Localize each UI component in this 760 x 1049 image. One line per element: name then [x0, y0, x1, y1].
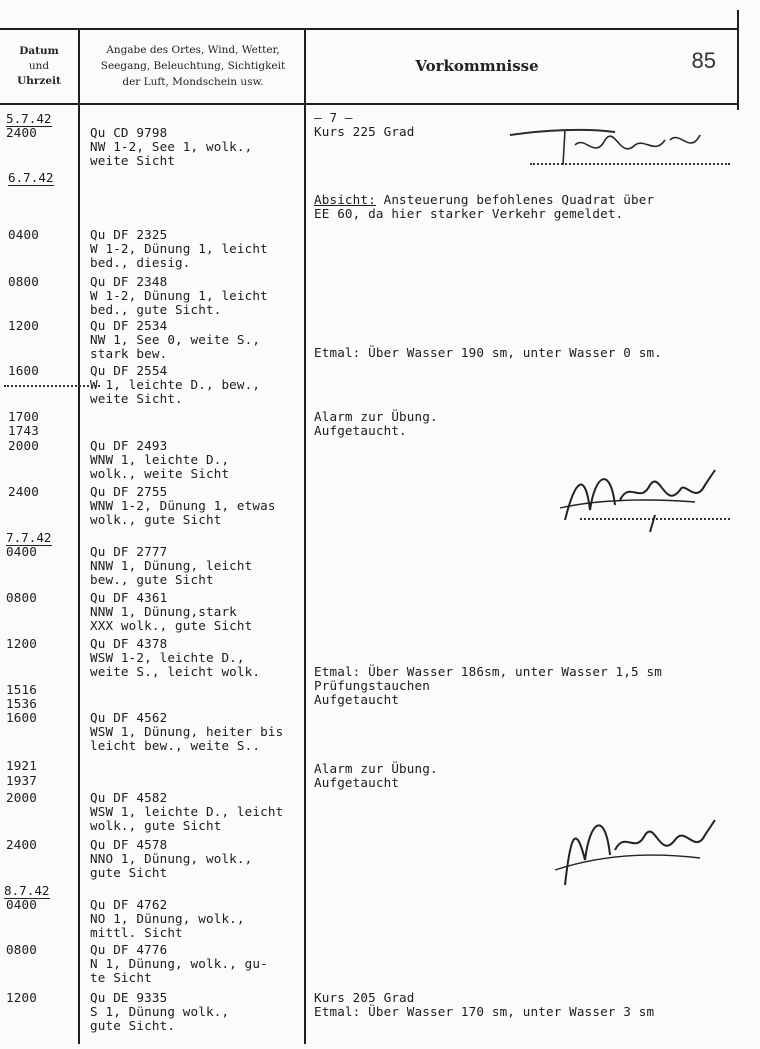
- event-label-absicht: Absicht:: [314, 192, 376, 207]
- column-divider-2: [304, 28, 306, 1044]
- handwritten-signature: [505, 120, 735, 170]
- header-time-label: Uhrzeit: [17, 74, 61, 87]
- date-label: 7.7.42: [6, 530, 52, 545]
- page-right-edge: [737, 10, 739, 110]
- time-label: 0800: [8, 274, 39, 289]
- time-label: 0400: [6, 897, 37, 912]
- time-label: 2000: [6, 790, 37, 805]
- date-label: 8.7.42: [4, 883, 50, 898]
- row-dotted-rule: [4, 385, 100, 387]
- position-weather-entry: Qu DF 2534 NW 1, See 0, weite S., stark bew.: [90, 318, 261, 361]
- column-divider-1: [78, 28, 80, 1044]
- position-weather-entry: Qu DF 4776 N 1, Dünung, wolk., gu- te Sicht: [90, 942, 268, 985]
- header-top-rule: [0, 28, 738, 30]
- position-weather-entry: Qu CD 9798 NW 1-2, See 1, wolk., weite Sicht: [90, 125, 253, 168]
- event-entry: [314, 193, 654, 221]
- position-weather-entry: Qu DF 4762 NO 1, Dünung, wolk., mittl. Sicht: [90, 897, 245, 940]
- header-events: Vorkommnisse: [415, 57, 539, 75]
- time-label: 2400: [6, 125, 37, 140]
- table-header: [0, 28, 760, 104]
- header-date-label: Datum: [19, 44, 59, 57]
- event-entry: — 7 — Kurs 225 Grad: [314, 110, 415, 139]
- date-label: 5.7.42: [6, 111, 52, 126]
- position-weather-entry: Qu DF 2493 WNW 1, leichte D., wolk., weite Sicht: [90, 438, 230, 481]
- time-label: 1921: [6, 758, 37, 773]
- time-label: 1200: [8, 318, 39, 333]
- time-label: 1536: [6, 696, 37, 711]
- time-label: 2000: [8, 438, 39, 453]
- handwritten-signature: [555, 460, 735, 535]
- time-label: 0400: [8, 227, 39, 242]
- event-entry: Kurs 205 Grad Etmal: Über Wasser 170 sm, unter Wasser 3 sm: [314, 990, 655, 1019]
- header-bottom-rule: [0, 103, 738, 105]
- position-weather-entry: Qu DF 2348 W 1-2, Dünung 1, leicht bed., gute Sicht.: [90, 274, 268, 317]
- time-label: 1937: [6, 773, 37, 788]
- time-label: 1200: [6, 990, 37, 1005]
- position-weather-entry: Qu DF 4361 NNW 1, Dünung,stark XXX wolk., gute Sicht: [90, 590, 253, 633]
- header-location-line3: der Luft, Mondschein usw.: [122, 76, 264, 88]
- header-location-weather: [80, 28, 306, 104]
- time-label: 1700: [8, 409, 39, 424]
- time-label: 0800: [6, 942, 37, 957]
- page-number: 85: [691, 48, 716, 73]
- event-entry: Etmal: Über Wasser 186sm, unter Wasser 1,5 sm Prüfungstauchen Aufgetaucht: [314, 664, 662, 707]
- position-weather-entry: Qu DF 2554 W 1, leichte D., bew., weite Sicht.: [90, 363, 261, 406]
- time-label: 2400: [6, 837, 37, 852]
- position-weather-entry: Qu DF 4578 NNO 1, Dünung, wolk., gute Sicht: [90, 837, 253, 880]
- time-label: 2400: [8, 484, 39, 499]
- position-weather-entry: Qu DF 2325 W 1-2, Dünung 1, leicht bed., diesig.: [90, 227, 268, 270]
- event-entry: Alarm zur Übung. Aufgetaucht.: [314, 409, 438, 438]
- position-weather-entry: Qu DF 2777 NNW 1, Dünung, leicht bew., gute Sicht: [90, 544, 253, 587]
- time-label: 1600: [6, 710, 37, 725]
- header-date-time: [0, 28, 78, 104]
- position-weather-entry: Qu DF 4582 WSW 1, leichte D., leicht wolk., gute Sicht: [90, 790, 284, 833]
- handwritten-signature: [550, 800, 730, 895]
- position-weather-entry: Qu DE 9335 S 1, Dünung wolk., gute Sicht.: [90, 990, 230, 1033]
- time-label: 0800: [6, 590, 37, 605]
- time-label: 0400: [6, 544, 37, 559]
- time-label: 1743: [8, 423, 39, 438]
- position-weather-entry: Qu DF 2755 WNW 1-2, Dünung 1, etwas wolk., gute Sicht: [90, 484, 276, 527]
- header-location-line1: Angabe des Ortes, Wind, Wetter,: [106, 44, 280, 56]
- position-weather-entry: Qu DF 4562 WSW 1, Dünung, heiter bis leicht bew., weite S..: [90, 710, 284, 753]
- position-weather-entry: Qu DF 4378 WSW 1-2, leichte D., weite S., leicht wolk.: [90, 636, 261, 679]
- time-label: 1600: [8, 363, 39, 378]
- event-text-absicht: Ansteuerung befohlenes Quadrat über EE 60, da hier starker Verkehr gemeldet.: [314, 192, 655, 221]
- date-label: 6.7.42: [8, 170, 54, 185]
- event-entry: Etmal: Über Wasser 190 sm, unter Wasser 0 sm.: [314, 345, 662, 360]
- header-and-label: und: [28, 59, 50, 72]
- header-location-line2: Seegang, Beleuchtung, Sichtigkeit: [100, 60, 286, 72]
- event-entry: Alarm zur Übung. Aufgetaucht: [314, 761, 438, 790]
- time-label: 1200: [6, 636, 37, 651]
- time-label: 1516: [6, 682, 37, 697]
